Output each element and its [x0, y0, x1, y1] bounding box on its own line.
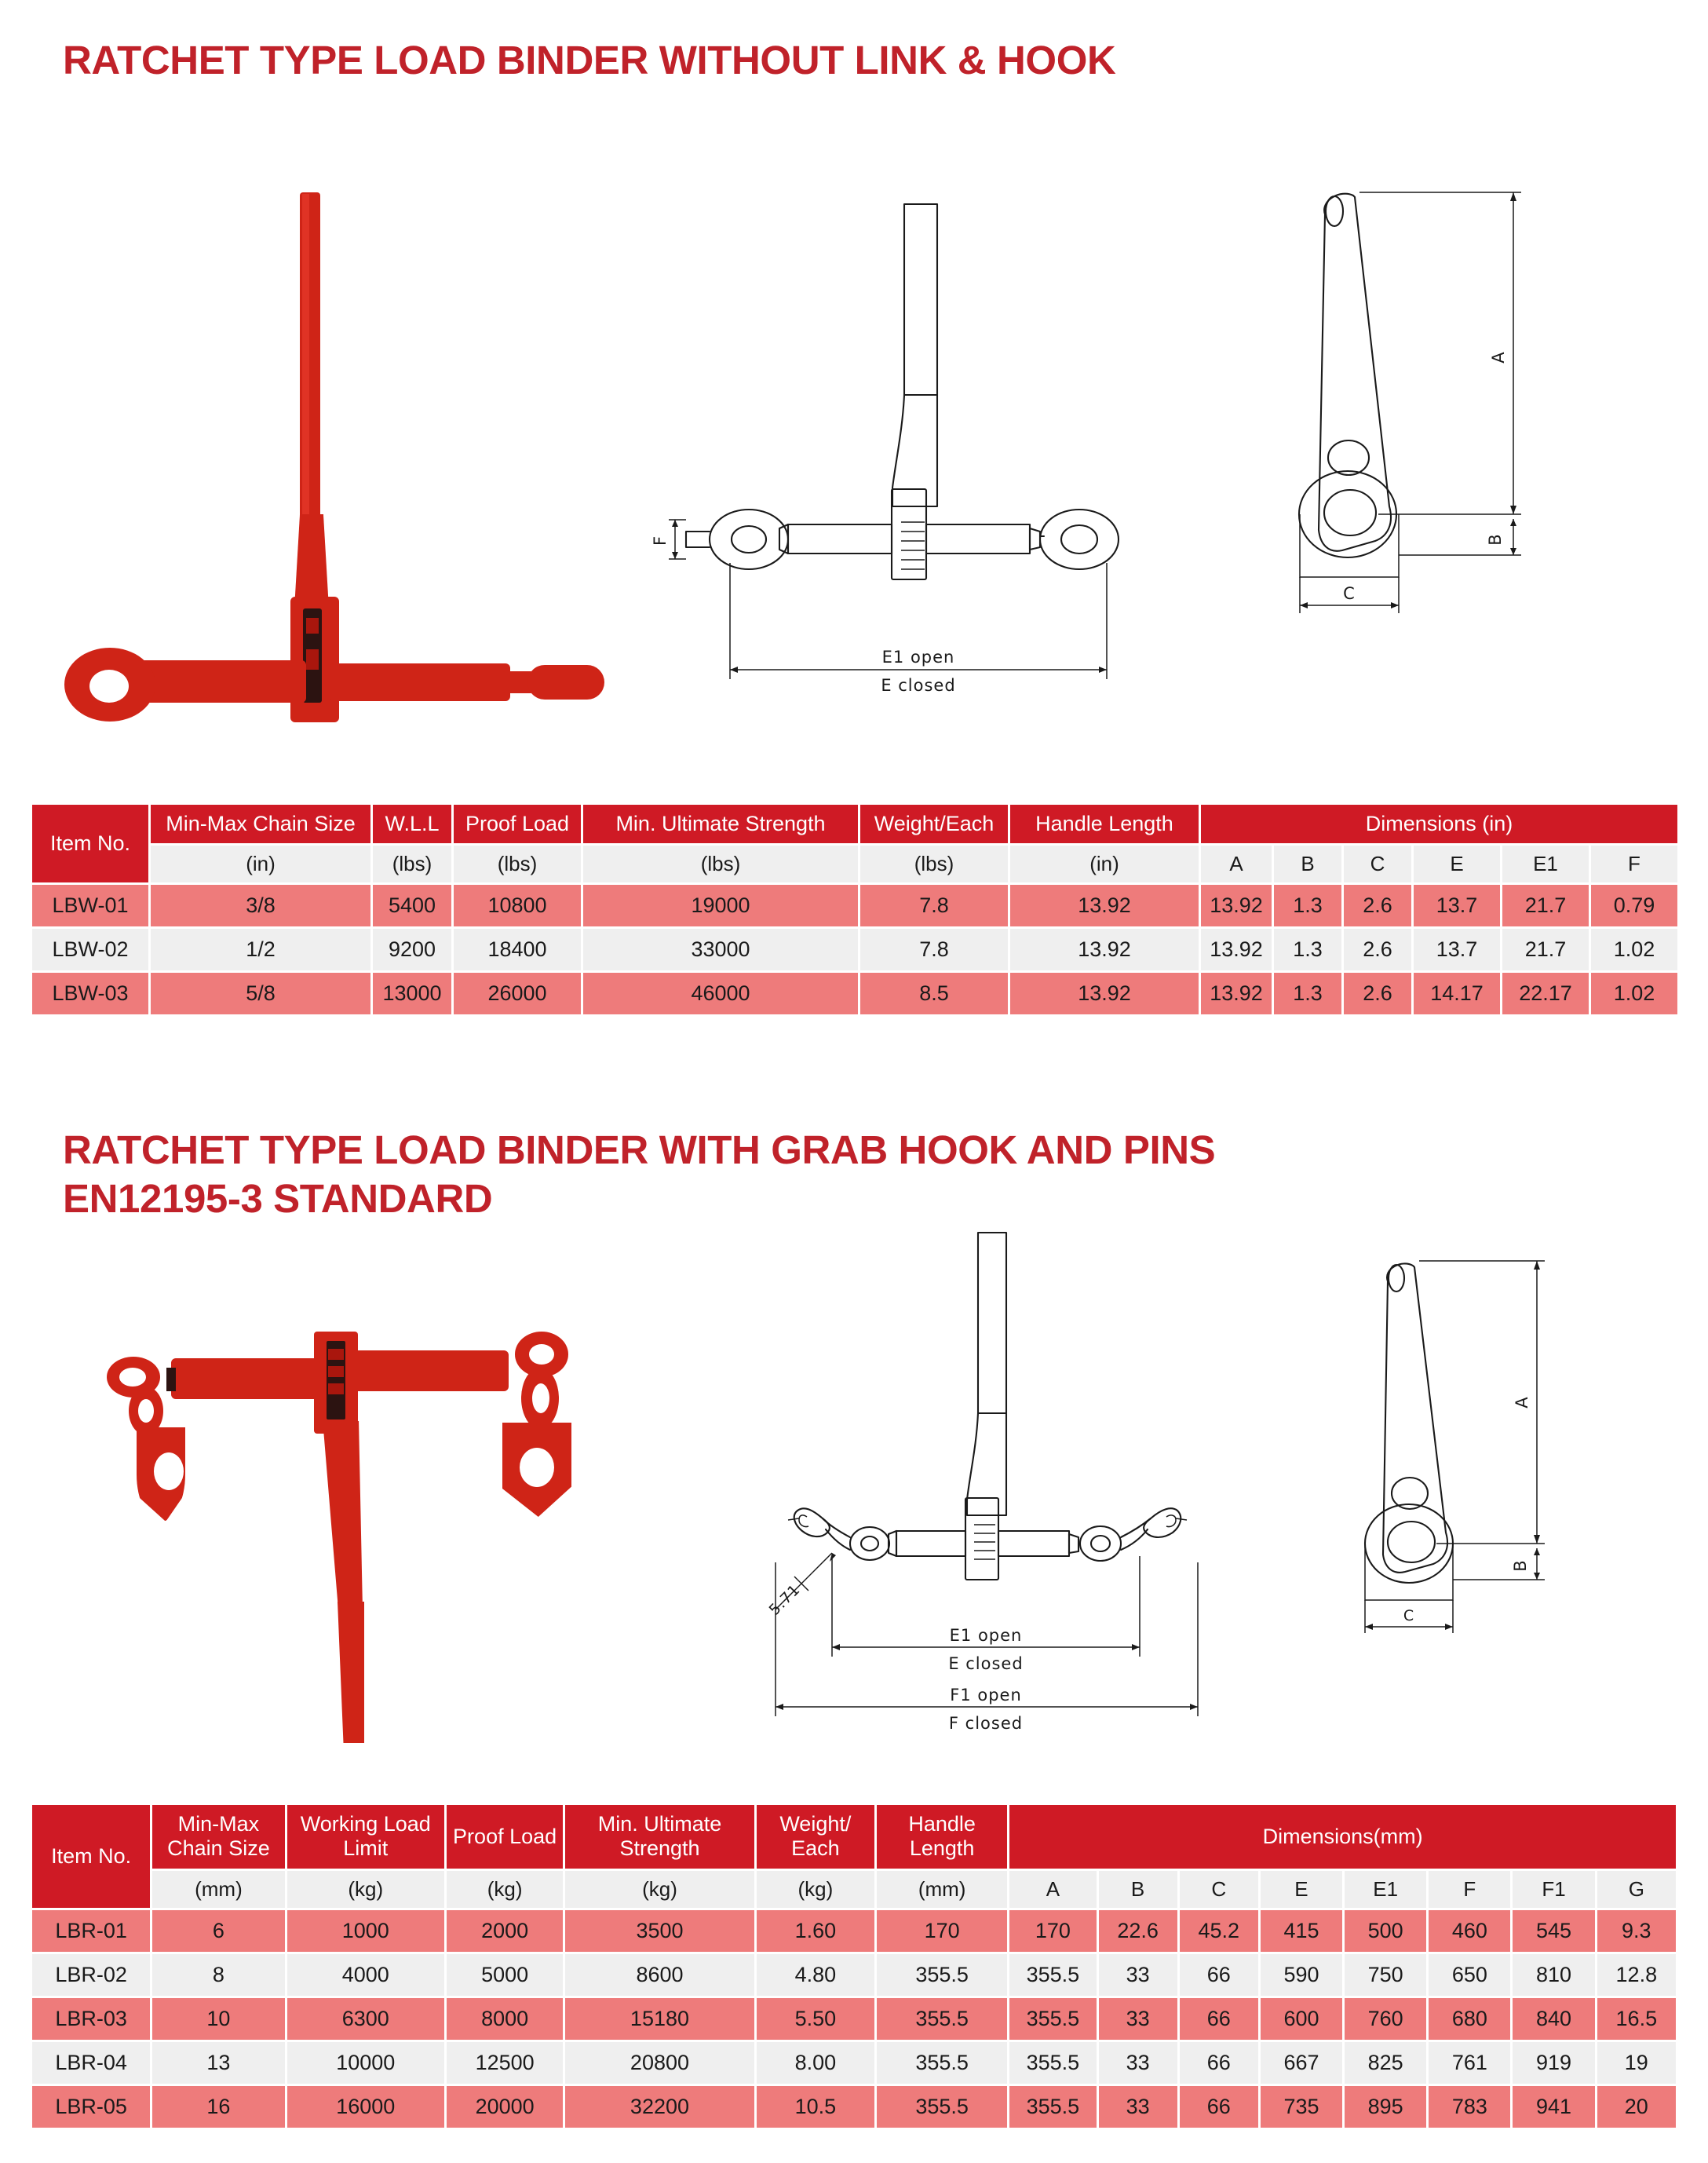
th-dimensions: Dimensions (in) [1201, 805, 1677, 843]
unit-dim-E1: E1 [1345, 1871, 1426, 1908]
unit-dim-A: A [1009, 1871, 1096, 1908]
table-unit-row [32, 846, 1677, 882]
cell-chain-size: 13 [152, 2042, 284, 2084]
unit-dim-E: E [1414, 846, 1500, 882]
unit-dim-B: B [1099, 1871, 1177, 1908]
section-1-title: RATCHET TYPE LOAD BINDER WITHOUT LINK & HOOK [63, 38, 1116, 82]
section-2-title-line2: EN12195-3 STANDARD [63, 1176, 493, 1222]
cell-dim-E: 590 [1261, 1954, 1342, 1996]
cell-wll: 16000 [287, 2086, 444, 2128]
cell-dim-F: 761 [1429, 2042, 1510, 2084]
spec-table-1-grid [30, 802, 1680, 1017]
unit-dim-F1: F1 [1513, 1871, 1594, 1908]
cell-handle-length: 355.5 [877, 2042, 1007, 2084]
unit-proof-load: (kg) [447, 1871, 563, 1908]
cell-dim-E1: 825 [1345, 2042, 1426, 2084]
table-unit-row [32, 1871, 1676, 1908]
dim-label-E1-open: E1 open [881, 648, 955, 667]
dim-label-F1-open: F1 open [950, 1686, 1022, 1704]
technical-drawing-front-elevation-1 [651, 177, 1138, 726]
cell-handle-length: 355.5 [877, 1998, 1007, 2040]
cell-dim-E: 13.7 [1414, 885, 1500, 926]
unit-min-ultimate: (lbs) [583, 846, 858, 882]
cell-dim-E: 600 [1261, 1998, 1342, 2040]
dim-label-angle-571: 5.71 [765, 1580, 804, 1619]
cell-dim-F: 783 [1429, 2086, 1510, 2128]
unit-handle-length: (mm) [877, 1871, 1007, 1908]
cell-wll: 1000 [287, 1910, 444, 1952]
cell-wll: 10000 [287, 2042, 444, 2084]
cell-dim-B: 22.6 [1099, 1910, 1177, 1952]
cell-dim-E1: 895 [1345, 2086, 1426, 2128]
cell-item-no: LBR-02 [32, 1954, 150, 1996]
cell-dim-E: 735 [1261, 2086, 1342, 2128]
cell-handle-length: 170 [877, 1910, 1007, 1952]
cell-dim-E1: 21.7 [1502, 885, 1589, 926]
cell-dim-C: 66 [1180, 1998, 1258, 2040]
cell-dim-E1: 500 [1345, 1910, 1426, 1952]
cell-dim-C: 66 [1180, 2042, 1258, 2084]
cell-dim-A: 13.92 [1201, 929, 1272, 970]
cell-weight: 8.5 [860, 973, 1008, 1014]
unit-dim-G: G [1597, 1871, 1676, 1908]
spec-table-2 [30, 1803, 1678, 2130]
cell-dim-F: 460 [1429, 1910, 1510, 1952]
cell-proof-load: 2000 [447, 1910, 563, 1952]
cell-dim-G: 20 [1597, 2086, 1676, 2128]
cell-item-no: LBW-03 [32, 973, 148, 1014]
unit-dim-E: E [1261, 1871, 1342, 1908]
cell-weight: 1.60 [757, 1910, 874, 1952]
cell-weight: 5.50 [757, 1998, 874, 2040]
table-row [32, 1910, 1676, 1952]
cell-item-no: LBR-01 [32, 1910, 150, 1952]
cell-dim-C: 2.6 [1344, 929, 1411, 970]
cell-dim-E1: 760 [1345, 1998, 1426, 2040]
th-item-no: Item No. [32, 805, 148, 882]
table-row [32, 2086, 1676, 2128]
cell-proof-load: 10800 [454, 885, 581, 926]
unit-chain-size: (in) [151, 846, 370, 882]
unit-weight: (kg) [757, 1871, 874, 1908]
cell-proof-load: 26000 [454, 973, 581, 1014]
table-header-row-group [32, 1805, 1676, 1869]
dim-label-A: A [1489, 351, 1508, 364]
th-chain-size: Min-Max Chain Size [152, 1805, 284, 1869]
cell-item-no: LBW-02 [32, 929, 148, 970]
dim-label-A: A [1513, 1396, 1531, 1409]
cell-chain-size: 3/8 [151, 885, 370, 926]
cell-proof-load: 5000 [447, 1954, 563, 1996]
cell-dim-E1: 750 [1345, 1954, 1426, 1996]
cell-dim-F: 0.79 [1591, 885, 1677, 926]
cell-dim-G: 9.3 [1597, 1910, 1676, 1952]
cell-dim-C: 45.2 [1180, 1910, 1258, 1952]
cell-item-no: LBR-04 [32, 2042, 150, 2084]
section-2-title-line1: RATCHET TYPE LOAD BINDER WITH GRAB HOOK AND PINS [63, 1127, 1216, 1172]
unit-handle-length: (in) [1010, 846, 1199, 882]
cell-min-ultimate: 46000 [583, 973, 858, 1014]
cell-dim-B: 33 [1099, 1998, 1177, 2040]
cell-proof-load: 12500 [447, 2042, 563, 2084]
cell-dim-B: 33 [1099, 2042, 1177, 2084]
cell-min-ultimate: 32200 [565, 2086, 754, 2128]
cell-weight: 10.5 [757, 2086, 874, 2128]
cell-dim-F1: 919 [1513, 2042, 1594, 2084]
cell-proof-load: 8000 [447, 1998, 563, 2040]
unit-proof-load: (lbs) [454, 846, 581, 882]
unit-dim-A: A [1201, 846, 1272, 882]
unit-chain-size: (mm) [152, 1871, 284, 1908]
dim-label-C: C [1343, 584, 1356, 603]
cell-dim-E1: 22.17 [1502, 973, 1589, 1014]
cell-dim-F1: 545 [1513, 1910, 1594, 1952]
cell-dim-B: 33 [1099, 2086, 1177, 2128]
cell-dim-B: 1.3 [1274, 973, 1341, 1014]
th-min-ultimate-strength: Min. Ultimate Strength [565, 1805, 754, 1869]
cell-weight: 7.8 [860, 929, 1008, 970]
cell-wll: 6300 [287, 1998, 444, 2040]
cell-wll: 9200 [373, 929, 451, 970]
th-working-load-limit: Working Load Limit [287, 1805, 444, 1869]
cell-dim-A: 355.5 [1009, 2086, 1096, 2128]
cell-dim-F: 1.02 [1591, 973, 1677, 1014]
product-photo-binder-with-grab-hooks [78, 1256, 628, 1743]
cell-chain-size: 8 [152, 1954, 284, 1996]
cell-weight: 8.00 [757, 2042, 874, 2084]
cell-handle-length: 355.5 [877, 1954, 1007, 1996]
cell-dim-A: 13.92 [1201, 885, 1272, 926]
cell-weight: 4.80 [757, 1954, 874, 1996]
cell-dim-E: 415 [1261, 1910, 1342, 1952]
cell-weight: 7.8 [860, 885, 1008, 926]
cell-min-ultimate: 15180 [565, 1998, 754, 2040]
spec-table-2-grid [30, 1803, 1678, 2130]
technical-drawing-front-elevation-2 [754, 1217, 1319, 1759]
th-handle-length: Handle Length [877, 1805, 1007, 1869]
cell-dim-G: 12.8 [1597, 1954, 1676, 1996]
cell-dim-E1: 21.7 [1502, 929, 1589, 970]
cell-dim-G: 16.5 [1597, 1998, 1676, 2040]
unit-weight: (lbs) [860, 846, 1008, 882]
table-row [32, 929, 1677, 970]
cell-wll: 13000 [373, 973, 451, 1014]
unit-dim-F: F [1429, 1871, 1510, 1908]
table-row [32, 2042, 1676, 2084]
cell-item-no: LBW-01 [32, 885, 148, 926]
dim-label-F: F [651, 535, 670, 546]
spec-table-1 [30, 802, 1678, 1017]
dim-label-F-closed: F closed [948, 1714, 1024, 1733]
product-photo-binder-without-hook [47, 169, 612, 718]
cell-dim-F: 650 [1429, 1954, 1510, 1996]
cell-dim-A: 355.5 [1009, 1954, 1096, 1996]
dim-label-E1-open: E1 open [949, 1626, 1023, 1645]
unit-dim-C: C [1180, 1871, 1258, 1908]
cell-dim-E: 13.7 [1414, 929, 1500, 970]
table-row [32, 973, 1677, 1014]
unit-working-load-limit: (kg) [287, 1871, 444, 1908]
cell-dim-C: 66 [1180, 1954, 1258, 1996]
th-wll: W.L.L [373, 805, 451, 843]
cell-dim-C: 2.6 [1344, 885, 1411, 926]
cell-dim-F1: 810 [1513, 1954, 1594, 1996]
cell-dim-F: 680 [1429, 1998, 1510, 2040]
cell-dim-F1: 840 [1513, 1998, 1594, 2040]
dim-label-C: C [1403, 1607, 1415, 1624]
cell-dim-A: 13.92 [1201, 973, 1272, 1014]
cell-dim-B: 33 [1099, 1954, 1177, 1996]
cell-chain-size: 5/8 [151, 973, 370, 1014]
unit-dim-F: F [1591, 846, 1677, 882]
cell-dim-A: 170 [1009, 1910, 1096, 1952]
cell-dim-E: 667 [1261, 2042, 1342, 2084]
dim-label-B: B [1511, 1559, 1530, 1572]
section-2-figures [0, 1233, 1708, 1767]
cell-min-ultimate: 33000 [583, 929, 858, 970]
technical-drawing-handle-side-1 [1224, 169, 1664, 718]
cell-min-ultimate: 3500 [565, 1910, 754, 1952]
cell-handle-length: 13.92 [1010, 885, 1199, 926]
unit-dim-B: B [1274, 846, 1341, 882]
cell-min-ultimate: 20800 [565, 2042, 754, 2084]
section-1-figures [0, 169, 1708, 734]
cell-dim-E: 14.17 [1414, 973, 1500, 1014]
table-row [32, 885, 1677, 926]
cell-dim-A: 355.5 [1009, 1998, 1096, 2040]
cell-dim-G: 19 [1597, 2042, 1676, 2084]
cell-chain-size: 16 [152, 2086, 284, 2128]
cell-handle-length: 13.92 [1010, 973, 1199, 1014]
th-weight-each: Weight/Each [860, 805, 1008, 843]
cell-wll: 5400 [373, 885, 451, 926]
unit-dim-C: C [1344, 846, 1411, 882]
cell-dim-B: 1.3 [1274, 885, 1341, 926]
cell-dim-A: 355.5 [1009, 2042, 1096, 2084]
th-chain-size: Min-Max Chain Size [151, 805, 370, 843]
table-header-row-group [32, 805, 1677, 843]
cell-min-ultimate: 8600 [565, 1954, 754, 1996]
cell-proof-load: 18400 [454, 929, 581, 970]
cell-chain-size: 6 [152, 1910, 284, 1952]
cell-dim-C: 2.6 [1344, 973, 1411, 1014]
unit-wll: (lbs) [373, 846, 451, 882]
th-weight-each: Weight/ Each [757, 1805, 874, 1869]
unit-min-ultimate: (kg) [565, 1871, 754, 1908]
cell-item-no: LBR-03 [32, 1998, 150, 2040]
table-row [32, 1998, 1676, 2040]
th-proof-load: Proof Load [454, 805, 581, 843]
cell-item-no: LBR-05 [32, 2086, 150, 2128]
th-min-ultimate-strength: Min. Ultimate Strength [583, 805, 858, 843]
technical-drawing-handle-side-2 [1295, 1225, 1640, 1712]
dim-label-E-closed: E closed [948, 1654, 1024, 1673]
th-handle-length: Handle Length [1010, 805, 1199, 843]
dim-label-E-closed: E closed [881, 676, 956, 695]
th-dimensions: Dimensions(mm) [1009, 1805, 1676, 1869]
cell-dim-F: 1.02 [1591, 929, 1677, 970]
unit-dim-E1: E1 [1502, 846, 1589, 882]
table-row [32, 1954, 1676, 1996]
cell-chain-size: 10 [152, 1998, 284, 2040]
cell-handle-length: 355.5 [877, 2086, 1007, 2128]
section-2-title [63, 1126, 1215, 1223]
cell-wll: 4000 [287, 1954, 444, 1996]
cell-min-ultimate: 19000 [583, 885, 858, 926]
cell-chain-size: 1/2 [151, 929, 370, 970]
cell-dim-B: 1.3 [1274, 929, 1341, 970]
dim-label-B: B [1486, 533, 1505, 546]
cell-dim-F1: 941 [1513, 2086, 1594, 2128]
cell-handle-length: 13.92 [1010, 929, 1199, 970]
cell-dim-C: 66 [1180, 2086, 1258, 2128]
cell-proof-load: 20000 [447, 2086, 563, 2128]
th-proof-load: Proof Load [447, 1805, 563, 1869]
th-item-no: Item No. [32, 1805, 150, 1908]
